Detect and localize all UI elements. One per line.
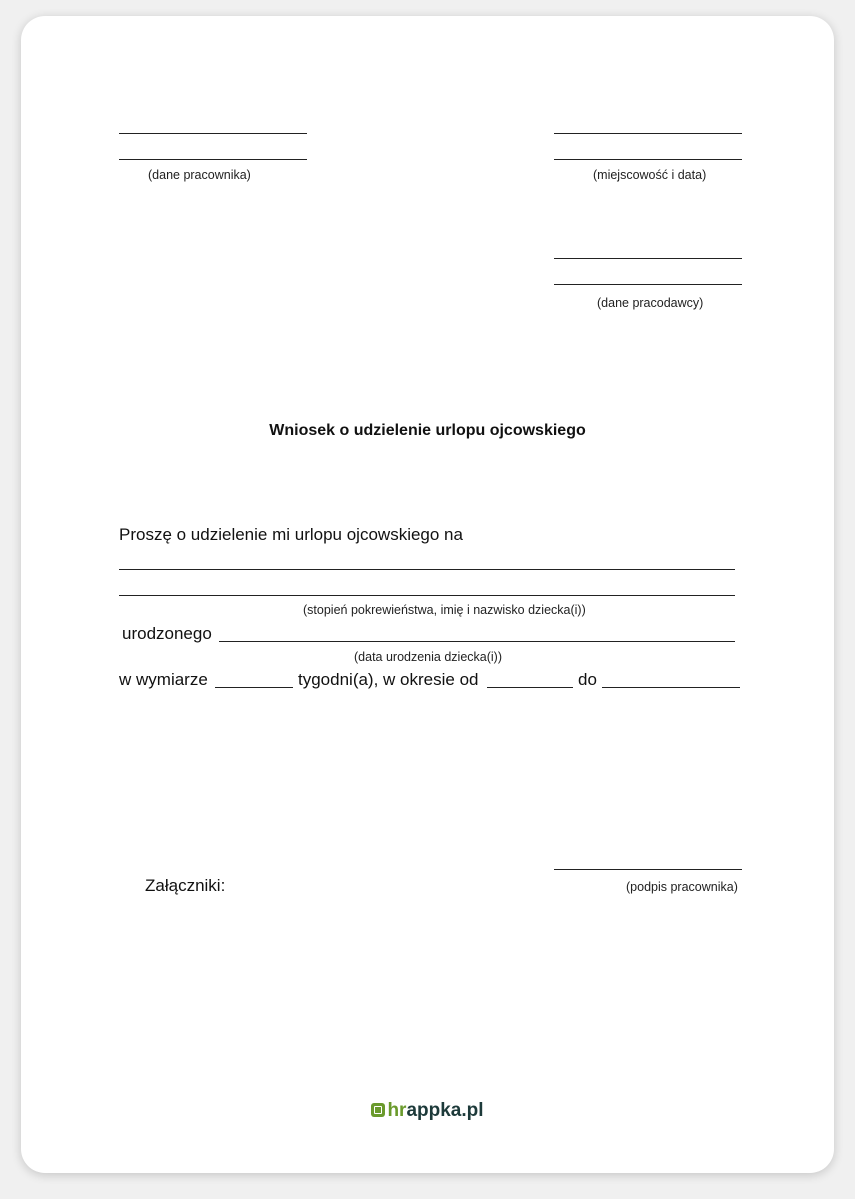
employer-caption: (dane pracodawcy) [597, 296, 704, 310]
document-title: Wniosek o udzielenie urlopu ojcowskiego [269, 422, 586, 439]
hr-square-icon [371, 1103, 385, 1117]
birth-date-line [219, 641, 735, 642]
document-page [21, 16, 834, 1173]
brand-hr: hr [387, 1100, 407, 1121]
to-label: do [578, 670, 597, 689]
duration-prefix: w wymiarze [119, 670, 208, 689]
from-date-line [487, 687, 573, 688]
employee-line-2 [119, 159, 307, 160]
weeks-label: tygodni(a), w okresie od [298, 670, 479, 689]
relation-line-1 [119, 569, 735, 570]
born-label: urodzonego [122, 624, 212, 643]
employee-caption: (dane pracownika) [148, 168, 251, 182]
relation-line-2 [119, 595, 735, 596]
attachments-label: Załączniki: [145, 876, 226, 895]
brand-logo [21, 1100, 834, 1122]
to-date-line [602, 687, 740, 688]
relation-caption: (stopień pokrewieństwa, imię i nazwisko dziecka(i)) [303, 603, 586, 617]
employer-line-1 [554, 258, 742, 259]
request-text: Proszę o udzielenie mi urlopu ojcowskiego na [119, 525, 463, 544]
employer-line-2 [554, 284, 742, 285]
place-date-caption: (miejscowość i data) [593, 168, 707, 182]
employee-line-1 [119, 133, 307, 134]
weeks-line [215, 687, 293, 688]
birth-date-caption: (data urodzenia dziecka(i)) [354, 650, 502, 664]
signature-line [554, 869, 742, 870]
brand-rest: appka.pl [406, 1100, 484, 1121]
place-date-line-1 [554, 133, 742, 134]
signature-caption: (podpis pracownika) [626, 880, 738, 894]
place-date-line-2 [554, 159, 742, 160]
